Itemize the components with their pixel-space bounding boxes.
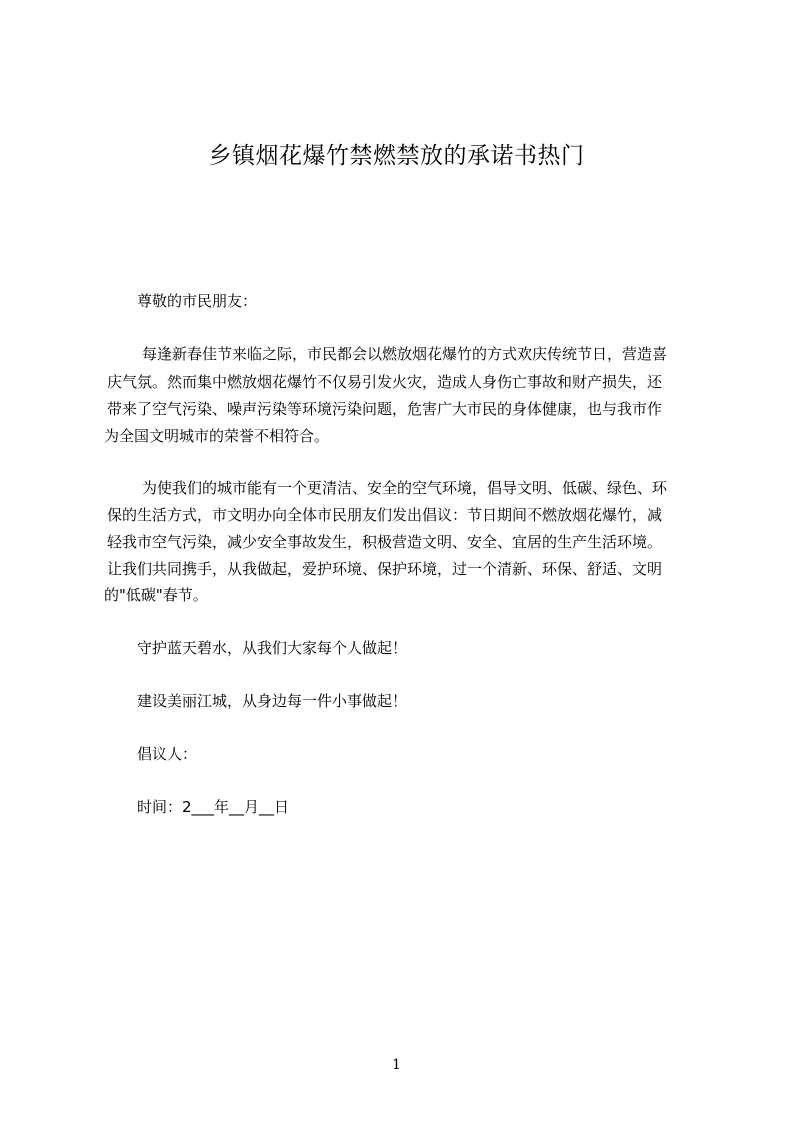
paragraph-2-line: 让我们共同携手，从我做起，爱护环境、保护环境，过一个清新、环保、舒适、文明 bbox=[107, 560, 663, 578]
paragraph-1-line: 带来了空气污染、噪声污染等环境污染问题，危害广大市民的身体健康，也与我市作 bbox=[107, 400, 663, 418]
date-line: 时间：2___年__月__日 bbox=[137, 798, 290, 816]
paragraph-1-line: 每逢新春佳节来临之际，市民都会以燃放烟花爆竹的方式欢庆传统节日，营造喜 bbox=[142, 345, 668, 363]
salutation: 尊敬的市民朋友： bbox=[137, 292, 258, 310]
page-number: 1 bbox=[392, 1057, 401, 1073]
paragraph-2-line: 保的生活方式，市文明办向全体市民朋友们发出倡议：节日期间不燃放烟花爆竹，减 bbox=[107, 506, 663, 524]
paragraph-2-line: 的"低碳"春节。 bbox=[104, 586, 208, 604]
slogan-beautiful-city: 建设美丽江城，从身边每一件小事做起！ bbox=[137, 692, 408, 710]
slogan-blue-sky: 守护蓝天碧水，从我们大家每个人做起！ bbox=[137, 639, 408, 657]
document-title: 乡镇烟花爆竹禁燃禁放的承诺书热门 bbox=[208, 143, 585, 169]
paragraph-2-line: 为使我们的城市能有一个更清洁、安全的空气环境，倡导文明、低碳、绿色、环 bbox=[142, 479, 668, 497]
initiator-label: 倡议人： bbox=[137, 745, 198, 763]
paragraph-2-line: 轻我市空气污染，减少安全事故发生，积极营造文明、安全、宜居的生产生活环境。 bbox=[107, 533, 663, 551]
paragraph-1-line: 庆气氛。然而集中燃放烟花爆竹不仅易引发火灾，造成人身伤亡事故和财产损失，还 bbox=[107, 373, 663, 391]
paragraph-1-line: 为全国文明城市的荣誉不相符合。 bbox=[104, 427, 330, 445]
